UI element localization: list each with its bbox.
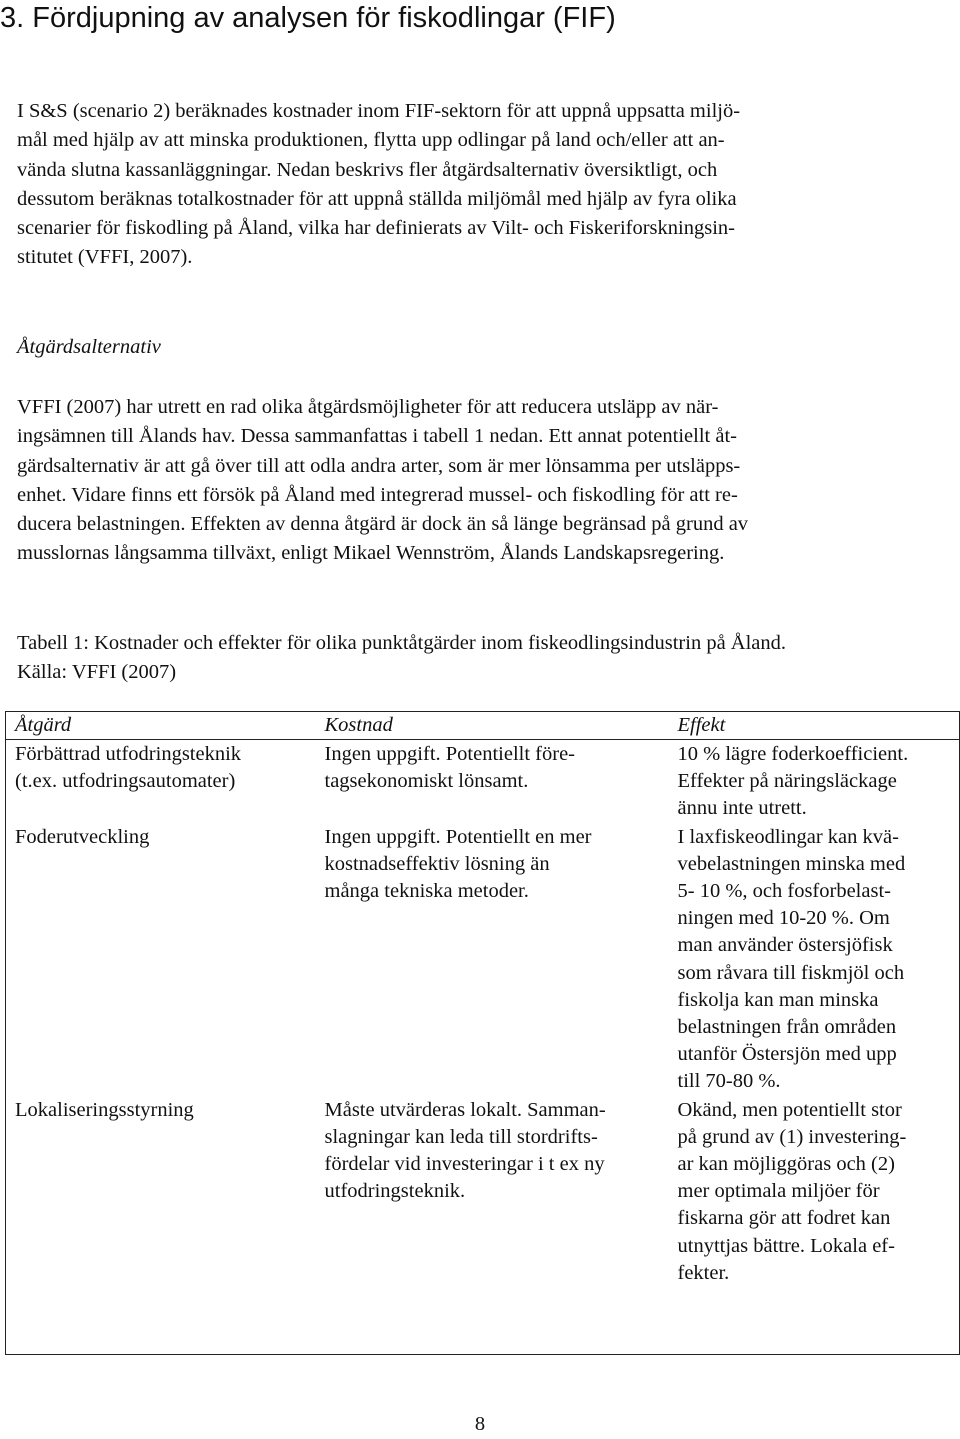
measures-line: ingsämnen till Ålands hav. Dessa sammanfattas i tabell 1 nedan. Ett annat potentiellt åt- [17, 425, 737, 448]
cell-line: fördelar vid investeringar i t ex ny [324, 1153, 605, 1176]
cost-cell [316, 740, 669, 823]
cell-line: fiskarna gör att fodret kan [677, 1207, 891, 1230]
cell-line: Effekter på näringsläckage [677, 770, 897, 793]
measures-line: musslornas långsamma tillväxt, enligt Mikael Wennström, Ålands Landskapsregering. [17, 542, 725, 565]
cell-line: Ingen uppgift. Potentiellt före- [324, 743, 575, 765]
cell-line: vebelastningen minska med [677, 852, 906, 875]
intro-paragraph [17, 97, 946, 273]
measures-table [5, 711, 960, 1355]
table-caption-title: Tabell 1: Kostnader och effekter för olika punktåtgärder inom fiskeodlingsindustrin på Åland. [17, 632, 787, 654]
cell-line: Förbättrad utfodringsteknik [15, 743, 242, 765]
column-header-effect: Effekt [669, 712, 960, 740]
table-caption [17, 629, 946, 688]
cell-line: belastningen från områden [677, 1016, 897, 1039]
cell-line: (t.ex. utfodringsautomater) [15, 770, 236, 793]
cost-cell [316, 823, 669, 1096]
cell-line: utnyttjas bättre. Lokala ef- [677, 1234, 895, 1257]
measures-line: ducera belastningen. Effekten av denna åtgärd är dock än så länge begränsad på grund av [17, 513, 749, 536]
effect-cell [669, 740, 960, 823]
measures-paragraph [17, 393, 946, 569]
measures-line: enhet. Vidare finns ett försök på Åland med integrerad mussel- och fiskodling för att re- [17, 483, 738, 506]
measure-cell [6, 740, 316, 823]
cell-line: Måste utvärderas lokalt. Samman- [324, 1098, 606, 1121]
cell-line: utfodringsteknik. [324, 1180, 466, 1203]
intro-line: vända slutna kassanläggningar. Nedan beskrivs fler åtgärdsalternativ översiktligt, och [17, 158, 718, 181]
cell-line: Okänd, men potentiellt stor [677, 1098, 902, 1121]
cell-line: I laxfiskeodlingar kan kvä- [677, 825, 899, 848]
cell-line: 10 % lägre foderkoefficient. [677, 743, 909, 765]
measures-line: gärdsalternativ är att gå över till att odla andra arter, som är mer lönsamma per utsläpps- [17, 454, 741, 477]
cell-line: mer optimala miljöer för [677, 1180, 880, 1203]
measures-line: VFFI (2007) har utrett en rad olika åtgärdsmöjligheter för att reducera utsläpp av när- [17, 396, 719, 418]
cell-line: utanför Östersjön med upp [677, 1043, 897, 1066]
cell-line: tagsekonomiskt lönsamt. [324, 770, 529, 793]
cell-line: 5- 10 %, och fosforbelast- [677, 880, 891, 903]
column-header-measure: Åtgärd [6, 712, 316, 740]
cell-line: Foderutveckling [15, 825, 150, 848]
cell-line: många tekniska metoder. [324, 880, 529, 903]
measure-cell [6, 1096, 316, 1355]
section-heading: 3. Fördjupning av analysen för fiskodlingar (FIF) [0, 2, 616, 34]
measure-cell [6, 823, 316, 1096]
cell-line: som råvara till fiskmjöl och [677, 961, 905, 984]
intro-line: dessutom beräknas totalkostnader för att uppnå ställda miljömål med hjälp av fyra olika [17, 187, 737, 210]
cell-line: Ingen uppgift. Potentiellt en mer [324, 825, 592, 848]
subsection-heading: Åtgärdsalternativ [17, 336, 161, 358]
cell-line: ar kan möjliggöras och (2) [677, 1153, 895, 1176]
table-row [6, 823, 960, 1096]
effect-cell [669, 823, 960, 1096]
table-caption-source: Källa: VFFI (2007) [17, 661, 177, 684]
cell-line: ningen med 10-20 %. Om [677, 907, 890, 930]
intro-line: mål med hjälp av att minska produktionen, flytta upp odlingar på land och/eller att an- [17, 129, 725, 152]
intro-line: stitutet (VFFI, 2007). [17, 246, 193, 269]
page-number: 8 [474, 1413, 486, 1435]
table-header-row [6, 712, 960, 740]
cell-line: på grund av (1) investering- [677, 1125, 907, 1148]
table-row [6, 1096, 960, 1355]
cost-cell [316, 1096, 669, 1355]
effect-cell [669, 1096, 960, 1355]
cell-line: kostnadseffektiv lösning än [324, 852, 550, 875]
cell-line: ännu inte utrett. [677, 797, 807, 820]
cell-line: man använder östersjöfisk [677, 934, 893, 957]
intro-line: I S&S (scenario 2) beräknades kostnader inom FIF-sektorn för att uppnå uppsatta miljö- [17, 100, 741, 122]
column-header-cost: Kostnad [316, 712, 669, 740]
cell-line: slagningar kan leda till stordrifts- [324, 1125, 598, 1148]
intro-line: scenarier för fiskodling på Åland, vilka har definierats av Vilt- och Fiskeriforskningsin- [17, 217, 735, 240]
table-row [6, 740, 960, 823]
cell-line: till 70-80 %. [677, 1070, 781, 1093]
cell-line: fekter. [677, 1261, 730, 1284]
cell-line: Lokaliseringsstyrning [15, 1098, 194, 1121]
cell-line: fiskolja kan man minska [677, 988, 879, 1011]
